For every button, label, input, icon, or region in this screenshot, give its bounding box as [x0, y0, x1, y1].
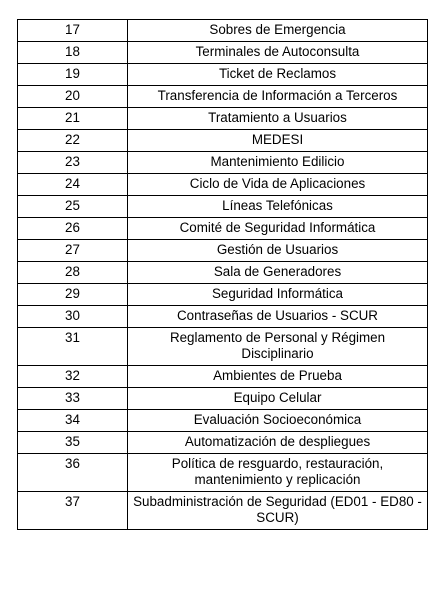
- table-row: [18, 432, 428, 454]
- table-row: [18, 42, 428, 64]
- table-row: [18, 306, 428, 328]
- table-row: [18, 196, 428, 218]
- row-number: 17: [18, 20, 128, 42]
- table-row: [18, 130, 428, 152]
- row-number: 31: [18, 328, 128, 366]
- row-title: Sala de Generadores: [128, 262, 428, 284]
- table-row: [18, 108, 428, 130]
- row-title: Ciclo de Vida de Aplicaciones: [128, 174, 428, 196]
- table-row: [18, 366, 428, 388]
- row-number: 36: [18, 454, 128, 492]
- row-title: Reglamento de Personal y Régimen Disciplinario: [128, 328, 428, 366]
- row-title: Mantenimiento Edilicio: [128, 152, 428, 174]
- table-row: [18, 64, 428, 86]
- row-title: Gestión de Usuarios: [128, 240, 428, 262]
- row-title: Subadministración de Seguridad (ED01 - ED80 - SCUR): [128, 492, 428, 530]
- row-number: 22: [18, 130, 128, 152]
- row-title: MEDESI: [128, 130, 428, 152]
- row-number: 21: [18, 108, 128, 130]
- table-row: [18, 328, 428, 366]
- row-number: 20: [18, 86, 128, 108]
- table-row: [18, 20, 428, 42]
- table-row: [18, 262, 428, 284]
- table-row: [18, 240, 428, 262]
- table-row: [18, 492, 428, 530]
- row-title: Política de resguardo, restauración, mantenimiento y replicación: [128, 454, 428, 492]
- table-row: [18, 174, 428, 196]
- table-row: [18, 410, 428, 432]
- table-row: [18, 454, 428, 492]
- row-number: 33: [18, 388, 128, 410]
- row-number: 26: [18, 218, 128, 240]
- row-number: 37: [18, 492, 128, 530]
- document-table: [17, 19, 428, 530]
- row-number: 19: [18, 64, 128, 86]
- row-number: 35: [18, 432, 128, 454]
- row-number: 32: [18, 366, 128, 388]
- row-number: 27: [18, 240, 128, 262]
- table-row: [18, 152, 428, 174]
- row-title: Sobres de Emergencia: [128, 20, 428, 42]
- row-number: 30: [18, 306, 128, 328]
- table-row: [18, 86, 428, 108]
- row-title: Automatización de despliegues: [128, 432, 428, 454]
- table-row: [18, 218, 428, 240]
- row-title: Tratamiento a Usuarios: [128, 108, 428, 130]
- row-title: Equipo Celular: [128, 388, 428, 410]
- row-number: 18: [18, 42, 128, 64]
- row-title: Contraseñas de Usuarios - SCUR: [128, 306, 428, 328]
- row-title: Transferencia de Información a Terceros: [128, 86, 428, 108]
- row-title: Ambientes de Prueba: [128, 366, 428, 388]
- row-number: 29: [18, 284, 128, 306]
- row-title: Seguridad Informática: [128, 284, 428, 306]
- row-title: Comité de Seguridad Informática: [128, 218, 428, 240]
- row-number: 25: [18, 196, 128, 218]
- row-title: Líneas Telefónicas: [128, 196, 428, 218]
- table-row: [18, 388, 428, 410]
- row-title: Terminales de Autoconsulta: [128, 42, 428, 64]
- table-row: [18, 284, 428, 306]
- row-number: 28: [18, 262, 128, 284]
- row-title: Evaluación Socioeconómica: [128, 410, 428, 432]
- row-title: Ticket de Reclamos: [128, 64, 428, 86]
- row-number: 24: [18, 174, 128, 196]
- row-number: 23: [18, 152, 128, 174]
- row-number: 34: [18, 410, 128, 432]
